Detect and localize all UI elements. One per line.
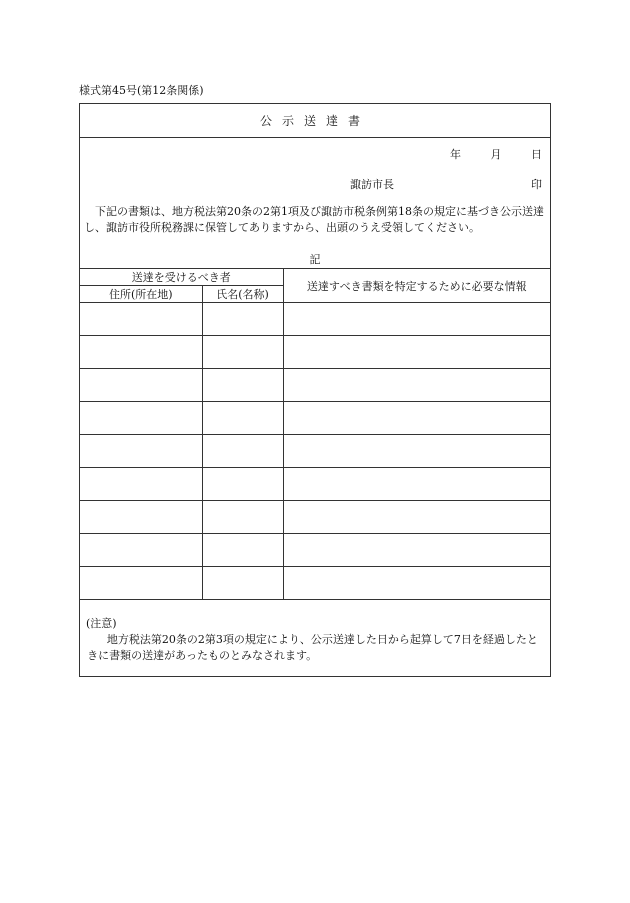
seal-mark: 印 xyxy=(531,178,542,191)
name-cell xyxy=(202,303,283,336)
address-cell xyxy=(80,501,202,534)
info-cell xyxy=(283,435,550,468)
table-row xyxy=(80,303,550,336)
name-cell xyxy=(202,468,283,501)
date-line xyxy=(424,146,542,162)
info-cell xyxy=(283,303,550,336)
table-row xyxy=(80,435,550,468)
issuer-name: 諏訪市長 xyxy=(350,178,394,191)
info-cell xyxy=(283,501,550,534)
address-cell xyxy=(80,336,202,369)
notes-section xyxy=(80,600,550,664)
form-title: 公示送達書 xyxy=(80,104,550,138)
recipient-group-header: 送達を受けるべき者 xyxy=(80,269,283,286)
address-cell xyxy=(80,369,202,402)
date-day: 日 xyxy=(531,148,542,161)
name-cell xyxy=(202,336,283,369)
form-frame xyxy=(79,103,551,677)
address-cell xyxy=(80,303,202,336)
notes-text: 地方税法第20条の2第3項の規定により、公示送達した日から起算して7日を経過したときに書類の送達があったものとみなされます。 xyxy=(87,633,538,662)
info-cell xyxy=(283,336,550,369)
body-text: 下記の書類は、地方税法第20条の2第1項及び諏訪市税条例第18条の規定に基づき公示送達し、諏訪市役所税務課に保管してありますから、出頭のうえ受領してください。 xyxy=(84,205,544,234)
info-cell xyxy=(283,369,550,402)
notes-heading: (注意) xyxy=(86,617,117,630)
name-cell xyxy=(202,501,283,534)
name-cell xyxy=(202,435,283,468)
form-header xyxy=(80,138,550,268)
info-cell xyxy=(283,468,550,501)
ki-label: 記 xyxy=(309,253,321,266)
address-cell xyxy=(80,534,202,567)
name-cell xyxy=(202,567,283,600)
info-cell xyxy=(283,402,550,435)
info-cell xyxy=(283,534,550,567)
table-row xyxy=(80,369,550,402)
table-row xyxy=(80,501,550,534)
name-cell xyxy=(202,369,283,402)
table-row xyxy=(80,534,550,567)
table-row xyxy=(80,468,550,501)
date-year: 年 xyxy=(450,148,461,161)
address-cell xyxy=(80,402,202,435)
recipient-table xyxy=(80,268,550,600)
name-cell xyxy=(202,534,283,567)
date-month: 月 xyxy=(490,148,502,161)
table-row xyxy=(80,402,550,435)
address-cell xyxy=(80,567,202,600)
table-row xyxy=(80,336,550,369)
form-number: 様式第45号(第12条関係) xyxy=(79,84,204,97)
address-cell xyxy=(80,435,202,468)
address-cell xyxy=(80,468,202,501)
address-header: 住所(所在地) xyxy=(80,286,202,303)
info-cell xyxy=(283,567,550,600)
table-row xyxy=(80,567,550,600)
name-cell xyxy=(202,402,283,435)
info-header: 送達すべき書類を特定するために必要な情報 xyxy=(283,269,550,303)
name-header: 氏名(名称) xyxy=(202,286,283,303)
